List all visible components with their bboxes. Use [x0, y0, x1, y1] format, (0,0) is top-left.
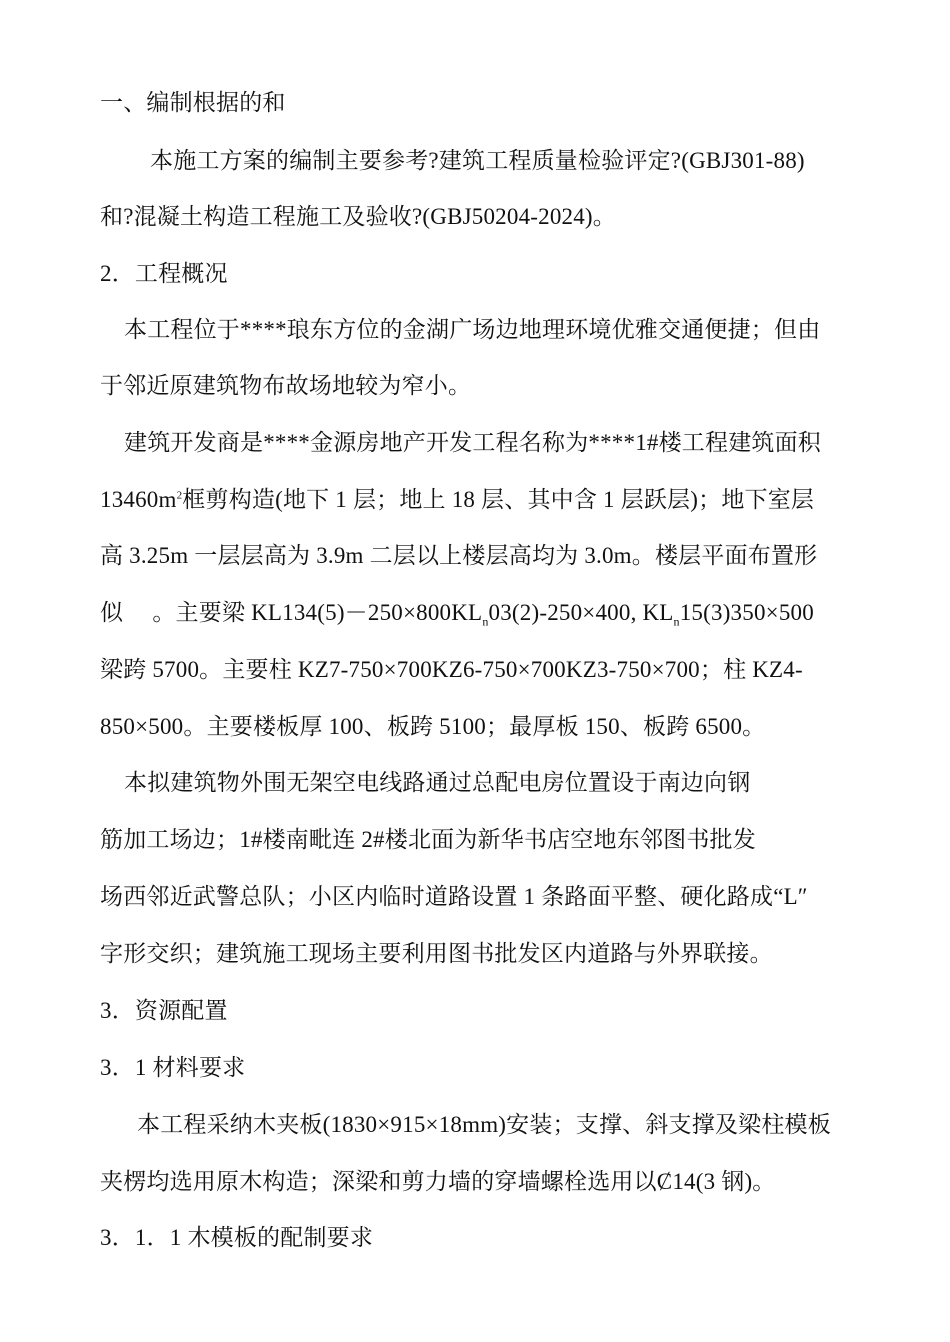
paragraph-text: 框剪构造(地下 1 层；地上 18 层、其中含 1 层跃层)；地下室层 — [182, 487, 815, 512]
paragraph-line: 场西邻近武警总队；小区内临时道路设置 1 条路面平整、硬化路成“L″ — [100, 884, 808, 909]
section-heading-1: 一、编制根据的和 — [100, 90, 286, 115]
paragraph-text: 15(3)350×500 — [679, 600, 814, 625]
paragraph-text: 03(2)-250×400, KL — [488, 600, 674, 625]
subscript: n — [482, 614, 489, 629]
paragraph-line: 筋加工场边；1#楼南毗连 2#楼北面为新华书店空地东邻图书批发 — [100, 827, 756, 852]
paragraph-text: 13460m — [100, 487, 177, 512]
paragraph-line — [100, 598, 814, 628]
paragraph-line: 本施工方案的编制主要参考?建筑工程质量检验评定?(GBJ301-88) — [150, 148, 805, 173]
section-heading-2: 2．工程概况 — [100, 261, 228, 286]
paragraph-line: 高 3.25m 一层层高为 3.9m 二层以上楼层高均为 3.0m。楼层平面布置形 — [100, 543, 818, 568]
paragraph-line: 本工程采纳木夹板(1830×915×18mm)安装；支撑、斜支撑及梁柱模板 — [137, 1112, 831, 1137]
superscript: 2 — [176, 489, 183, 502]
section-heading-3: 3．资源配置 — [100, 998, 228, 1023]
subsection-heading: 3．1 材料要求 — [100, 1055, 246, 1080]
paragraph-line: 850×500。主要楼板厚 100、板跨 5100；最厚板 150、板跨 6500。 — [100, 714, 766, 739]
paragraph-line: 夹楞均选用原木构造；深梁和剪力墙的穿墙螺栓选用以Ȼ14(3 钢)。 — [100, 1169, 776, 1194]
paragraph-line: 本工程位于****琅东方位的金湖广场边地理环境优雅交通便捷；但由 — [124, 317, 821, 342]
paragraph-text: 似 。主要梁 KL134(5)－250×800KL — [100, 600, 483, 625]
subsubsection-heading: 3．1．1 木模板的配制要求 — [100, 1225, 374, 1250]
subscript: n — [673, 614, 680, 629]
paragraph-line: 本拟建筑物外围无架空电线路通过总配电房位置设于南边向钢 — [124, 770, 751, 795]
paragraph-line: 和?混凝土构造工程施工及验收?(GBJ50204-2024)。 — [100, 204, 616, 229]
paragraph-line: 字形交织；建筑施工现场主要利用图书批发区内道路与外界联接。 — [100, 941, 773, 966]
paragraph-line: 梁跨 5700。主要柱 KZ7-750×700KZ6-750×700KZ3-750×700；柱 KZ4- — [100, 657, 803, 682]
paragraph-line: 建筑开发商是****金源房地产开发工程名称为****1#楼工程建筑面积 — [124, 430, 821, 455]
paragraph-line: 于邻近原建筑物布故场地较为窄小。 — [100, 373, 472, 398]
paragraph-line — [100, 485, 814, 515]
